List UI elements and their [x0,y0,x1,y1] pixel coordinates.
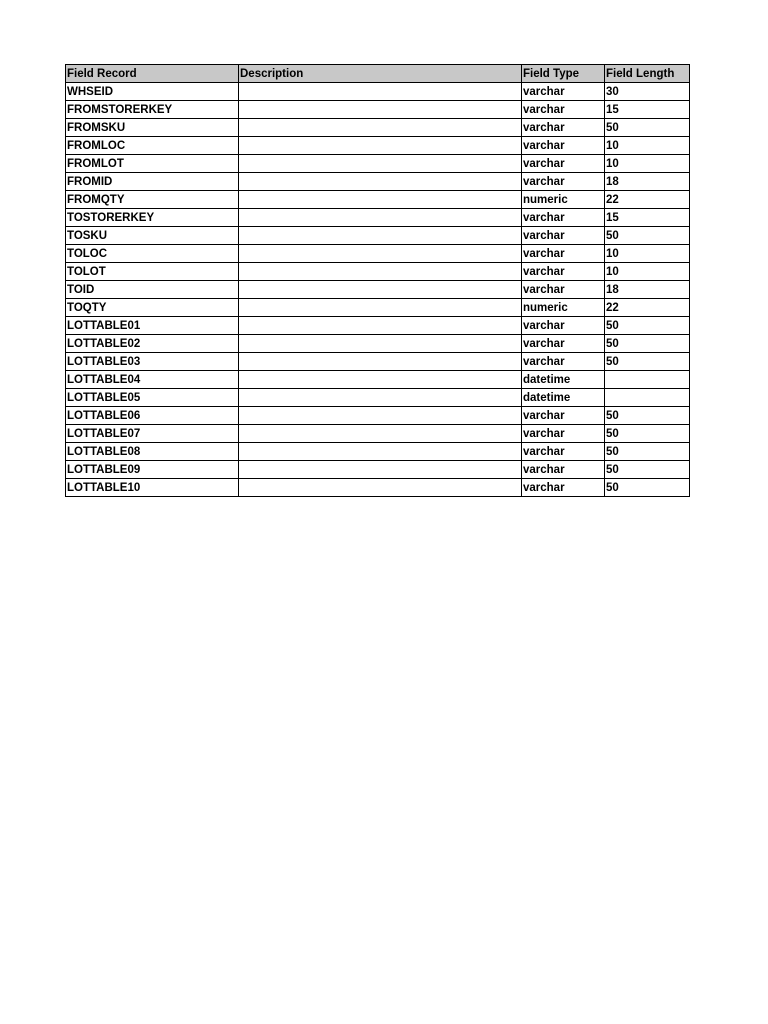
field-length-cell: 50 [605,479,690,497]
table-row [66,137,690,155]
field-length-cell: 50 [605,353,690,371]
description-cell [239,461,522,479]
table-row [66,335,690,353]
table-row [66,389,690,407]
field-length-cell: 18 [605,281,690,299]
description-cell [239,137,522,155]
description-cell [239,389,522,407]
header-field-length: Field Length [605,65,690,83]
table-row [66,317,690,335]
description-cell [239,335,522,353]
table-row [66,281,690,299]
field-type-cell: numeric [522,191,605,209]
field-record-cell: FROMLOC [66,137,239,155]
field-type-cell: varchar [522,83,605,101]
table-row [66,299,690,317]
field-length-cell: 50 [605,425,690,443]
description-cell [239,83,522,101]
field-length-cell [605,371,690,389]
description-cell [239,245,522,263]
field-length-cell: 50 [605,317,690,335]
field-type-cell: varchar [522,425,605,443]
field-record-cell: FROMQTY [66,191,239,209]
table-row [66,173,690,191]
field-type-cell: varchar [522,155,605,173]
field-record-cell: LOTTABLE05 [66,389,239,407]
field-length-cell: 10 [605,137,690,155]
field-type-cell: varchar [522,263,605,281]
field-type-cell: varchar [522,317,605,335]
field-length-cell: 10 [605,263,690,281]
field-record-cell: TOSKU [66,227,239,245]
description-cell [239,155,522,173]
field-length-cell: 22 [605,191,690,209]
field-type-cell: varchar [522,407,605,425]
header-field-record: Field Record [66,65,239,83]
field-length-cell: 15 [605,209,690,227]
field-record-cell: TOSTORERKEY [66,209,239,227]
description-cell [239,317,522,335]
field-type-cell: varchar [522,137,605,155]
field-length-cell: 10 [605,245,690,263]
field-length-cell: 50 [605,335,690,353]
field-type-cell: varchar [522,227,605,245]
table-row [66,245,690,263]
field-length-cell [605,389,690,407]
field-length-cell: 50 [605,461,690,479]
field-record-cell: LOTTABLE09 [66,461,239,479]
field-record-cell: LOTTABLE01 [66,317,239,335]
table-row [66,101,690,119]
field-definition-table [65,64,690,497]
table-row [66,119,690,137]
field-type-cell: varchar [522,281,605,299]
table-row [66,263,690,281]
field-record-cell: FROMSTORERKEY [66,101,239,119]
field-length-cell: 15 [605,101,690,119]
description-cell [239,191,522,209]
field-type-cell: varchar [522,101,605,119]
table-row [66,479,690,497]
table-row [66,191,690,209]
field-type-cell: varchar [522,353,605,371]
description-cell [239,425,522,443]
field-type-cell: datetime [522,371,605,389]
table-row [66,155,690,173]
description-cell [239,443,522,461]
field-type-cell: varchar [522,335,605,353]
table-row [66,443,690,461]
table-header-row [66,65,690,83]
header-field-type: Field Type [522,65,605,83]
description-cell [239,209,522,227]
table-row [66,425,690,443]
description-cell [239,407,522,425]
description-cell [239,119,522,137]
field-type-cell: varchar [522,173,605,191]
field-record-cell: LOTTABLE02 [66,335,239,353]
description-cell [239,479,522,497]
description-cell [239,173,522,191]
field-type-cell: varchar [522,245,605,263]
field-record-cell: TOLOT [66,263,239,281]
field-record-cell: LOTTABLE10 [66,479,239,497]
description-cell [239,101,522,119]
table-body [66,83,690,497]
field-record-cell: TOLOC [66,245,239,263]
description-cell [239,371,522,389]
table-row [66,209,690,227]
field-length-cell: 22 [605,299,690,317]
field-type-cell: varchar [522,119,605,137]
field-type-cell: varchar [522,461,605,479]
field-length-cell: 50 [605,119,690,137]
field-record-cell: LOTTABLE03 [66,353,239,371]
field-record-cell: TOID [66,281,239,299]
field-length-cell: 50 [605,407,690,425]
table-row [66,353,690,371]
field-length-cell: 50 [605,443,690,461]
field-record-cell: LOTTABLE08 [66,443,239,461]
field-record-cell: TOQTY [66,299,239,317]
field-type-cell: numeric [522,299,605,317]
description-cell [239,227,522,245]
field-record-cell: LOTTABLE04 [66,371,239,389]
field-length-cell: 30 [605,83,690,101]
field-length-cell: 50 [605,227,690,245]
table-row [66,371,690,389]
table-row [66,407,690,425]
field-record-cell: FROMSKU [66,119,239,137]
description-cell [239,353,522,371]
description-cell [239,299,522,317]
description-cell [239,281,522,299]
table-row [66,83,690,101]
field-record-cell: WHSEID [66,83,239,101]
field-type-cell: varchar [522,443,605,461]
field-type-cell: datetime [522,389,605,407]
field-type-cell: varchar [522,209,605,227]
field-length-cell: 18 [605,173,690,191]
description-cell [239,263,522,281]
field-record-cell: LOTTABLE06 [66,407,239,425]
table-row [66,461,690,479]
field-record-cell: FROMLOT [66,155,239,173]
field-record-cell: LOTTABLE07 [66,425,239,443]
table-row [66,227,690,245]
field-length-cell: 10 [605,155,690,173]
header-description: Description [239,65,522,83]
field-record-cell: FROMID [66,173,239,191]
field-type-cell: varchar [522,479,605,497]
